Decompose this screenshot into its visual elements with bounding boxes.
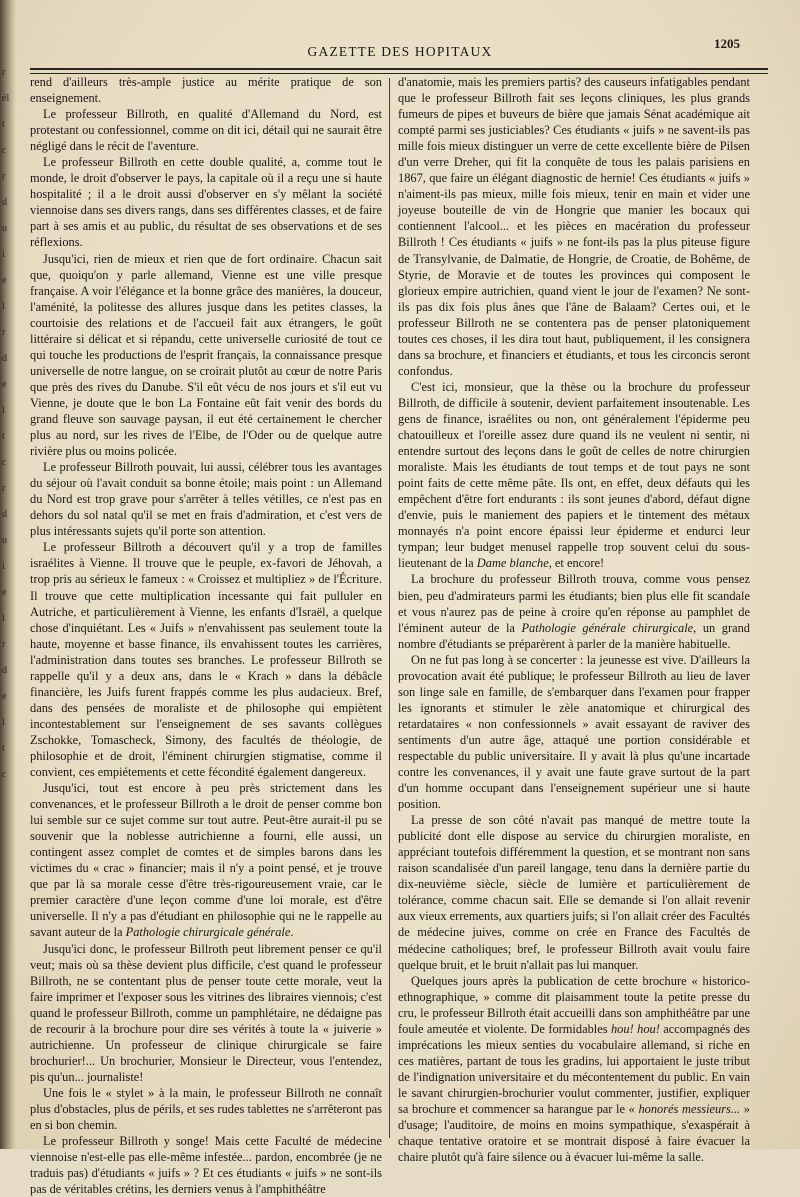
- binding-edge-letters: r él t c r d u i e l r d e l t c r d u i e l r d e l t c: [2, 67, 10, 780]
- paragraph: La brochure du professeur Billroth trouva, comme vous pensez bien, peu d'admirateurs parmi les étudiants; bien plus elle fit scandale et vous n'aurez pas de peine à croire qu'en réponse au pamphlet de l'éminent auteur de la Pathologie générale chirurgicale, un grand nombre d'étudiants se préparèrent à parler de la manière habituelle.: [398, 572, 751, 651]
- paragraph: La presse de son côté n'avait pas manqué de mettre toute la publicité dont elle dispose au service du chirurgien moraliste, en appréciant toutefois différemment la question, et se montrant non sans raison scandalisée d'un pareil langage, tenu dans la dernière partie du dix-neuvième siècle, siècle de lumière et particulièrement de tolérance, comme chacun sait. Elle se demande si l'on allait revenir aux vieux errements, aux quartiers juifs; si l'on allait créer des Facultés de médecine juives, comme on crée en France des Facultés de médecine catholiques; bref, le professeur Billroth avait voulu faire quelque bruit, et le bruit n'allait pas lui manquer.: [398, 813, 750, 972]
- page-binding-edge: [0, 0, 16, 1149]
- paragraph: d'anatomie, mais les premiers partis? des causeurs infatigables pendant que le professeur Billroth fait ses leçons cliniques, les plus grands fumeurs de pipes et buveurs de bière que jamais Sénat académique ait compté parmi ses justiciables? Ces étudiants « juifs » ne savent-ils pas mille fois mieux distinguer un verre de cette excellente bière de Pilsen d'un verre Dreher, qui fit la conquête de tous les palais parisiens en 1867, que faire un élégant diagnostic de hernie! Ces étudiants « juifs » n'aiment-ils pas mieux, mille fois mieux, tenir en main et vider une joyeuse bouteille de vin de Hongrie que manier les bocaux qui contiennent l'alcool... et les pièces en macération du professeur Billroth ! Ces étudiants « juifs » ne font-ils pas la plus piteuse figure de Transylvanie, de Dalmatie, de Hongrie, de Croatie, de Bohême, de Styrie, de Moravie et de toutes les provinces qui composent le glorieux empire autrichien, quand vient le jour de l'examen? Ne sont-ils pas dix fois plus ânes que l'âne de Balaam? Certes oui, et le professeur Billroth ne se contentera pas de penser platoniquement toutes ces choses, il les dira tout haut, publiquement, il les consignera dans sa brochure, et financiers et étudiants, et tous les circoncis seront confondus.: [398, 75, 750, 378]
- column-divider: [389, 78, 390, 1138]
- left-column: [30, 74, 382, 1197]
- running-header: [30, 36, 770, 66]
- newspaper-title: GAZETTE DES HOPITAUX: [307, 44, 493, 59]
- right-column: [398, 74, 751, 1165]
- header-rule: [30, 68, 768, 70]
- paragraph: Le professeur Billroth en cette double qualité, a, comme tout le monde, le droit d'observer le pays, la capitale où il a reçu une si haute hospitalité ; il a le droit aussi d'observer en s'y mêlant la société viennoise dans ses divers rangs, dans ses différentes classes, et de faire part à ses amis et au public, du résultat de ses observations et de ses réflexions.: [30, 155, 382, 250]
- paragraph: Le professeur Billroth, en qualité d'Allemand du Nord, est protestant ou confessionnel, comme on dit ici, détail qui ne saurait être négligé dans le récit de l'aventure.: [30, 107, 382, 154]
- paragraph: Le professeur Billroth pouvait, lui aussi, célébrer tous les avantages du séjour où l'avait conduit sa bonne étoile; mais point : un Allemand du Nord est trop grave pour s'arrêter à telles vétilles, ce n'est pas en dehors du sol natal qu'il se met en frais d'admiration, et c'est vers de plus intéressants sujets qu'il porte son attention.: [30, 460, 382, 539]
- paragraph: Jusqu'ici donc, le professeur Billroth peut librement penser ce qu'il veut; mais où sa thèse devient plus difficile, c'est quand le professeur Billroth, ne se contentant plus de penser toute cette morale, veut la faire imprimer et l'exposer sous les vitrines des libraires viennois; c'est quand le professeur Billroth, comme un pamphlétaire, ne dédaigne pas de recourir à la brochure pour dire ses vérités à toute la « juiverie » autrichienne. Un professeur de clinique chirurgicale se faire brochurier!... Un brochurier, Monsieur le Directeur, vous l'entendez, pis qu'un... journaliste!: [30, 941, 382, 1084]
- paragraph: Le professeur Billroth y songe! Mais cette Faculté de médecine viennoise n'est-elle pas elle-même infestée... pardon, encombrée (je ne traduis pas) d'étudiants « juifs » ? Et ces étudiants « juifs » ne sont-ils pas de véritables crétins, les derniers venus à l'amphithéâtre: [30, 1134, 382, 1197]
- paragraph: rend d'ailleurs très-ample justice au mérite pratique de son enseignement.: [30, 75, 382, 106]
- page-number: 1205: [714, 36, 740, 51]
- paragraph: Jusqu'ici, tout est encore à peu près strictement dans les convenances, et le professeur Billroth a le droit de penser comme bon lui semble sur ce sujet comme sur tout autre. Peut-être aurait-il pu se souvenir que la noblesse autrichienne a fourni, elle aussi, un contingent assez complet de comtes et de simples barons dans les victimes du « crac » financier; mais il n'y a point pensé, et je trouve que par là sa morale cesse d'être très-rigoureusement vraie, car le premier caractère d'une leçon comme d'une loi morale, est d'être universelle. Il n'y a pas d'étudiant en philosophie qui ne le rappelle au savant auteur de la Pathologie chirurgicale générale.: [30, 781, 382, 940]
- paragraph: Jusqu'ici, rien de mieux et rien que de fort ordinaire. Chacun sait que, quoiqu'on y parle allemand, Vienne est une ville presque française. A voir l'élégance et la bonne grâce des manières, la douceur, l'aménité, la politesse des allures jusque dans les petites classes, la courtoisie des relations et de l'accueil fait aux étrangers, le goût littéraire si délicat et si répandu, cette universelle curiosité de tout ce qui touche les productions de l'esprit français, la connaissance presque universelle de notre langue, on se croirait plutôt au cœur de notre Paris que près des rives du Danube. S'il eût vécu de nos jours et s'il eut vu Vienne, je doute que le bon La Fontaine eût fait venir des bords du grand fleuve son sauvage paysan, il eut été certainement le chercher plus au nord, sur les rives de l'Elbe, de l'Oder ou de quelque autre rivière plus ou moins policée.: [30, 251, 382, 459]
- paragraph: Le professeur Billroth a découvert qu'il y a trop de familles israélites à Vienne. Il trouve que le peuple, ex-favori de Jéhovah, a trop pris au sérieux le fameux : « Croissez et multipliez » de l'Écriture. Il trouve que cette multiplication incessante qui fait pulluler en Autriche, et particulièrement à Vienne, les enfants d'Israël, a quelque chose d'inquiétant. Les « Juifs » n'envahissent pas seulement toute la haute, moyenne et basse finance, ils envahissent toutes les carrières, l'administration dans toutes ses branches. Le professeur Billroth se rappelle qu'il y a deux ans, dans le « Krach » dans la débâcle financière, les Juifs furent frappés comme les plus audacieux. Bref, dans des pensées de moraliste et de philosophe qui empiètent incontestablement sur l'enseignement de ses savants collègues Zschokke, Tomascheck, Simony, des facultés de théologie, de philosophie et de droit, l'éminent chirurgien stigmatise, comme il convient, ces empiétements et cette fécondité également dangereux.: [30, 540, 382, 780]
- paragraph: Une fois le « stylet » à la main, le professeur Billroth ne connaît plus d'obstacles, plus de périls, et ses rudes tablettes ne s'arrêteront pas en si bon chemin.: [30, 1085, 382, 1133]
- paragraph: C'est ici, monsieur, que la thèse ou la brochure du professeur Billroth, de difficile à soutenir, devient parfaitement insoutenable. Les gens de finance, israélites ou non, ont généralement l'épiderme peu chatouilleux et l'oreille assez dure quand ils ne veulent ni sentir, ni entendre surtout des leçons dans le goût de celles de notre chirurgien moraliste. Mais les étudiants de tout temps et de tout pays ne sont point faits de cette même pâte. Ils ont, en effet, deux défauts qui les empêchent d'être fort endurants : ils sont jeunes d'abord, défaut digne d'envie, puis le maniement des papiers et le tintement des métaux monnayés n'a point encore épaissi leur épiderme et endurci leur tympan; leur budget menusel rappelle trop souvent celui du sous-lieutenant de la Dame blanche, et encore!: [398, 379, 750, 571]
- paragraph: Quelques jours après la publication de cette brochure « historico-ethnographique, » comme dit plaisamment toute la petite presse du cru, le professeur Billroth était accueilli dans son amphithéâtre par une foule ameutée et violente. De formidables hou! hou! accompagnés des imprécations les mieux senties du vocabulaire allemand, si riche en ces matières, partant de tous les gradins, lui apportaient le juste tribut de l'indignation universitaire et du mécontentement du public. En vain le savant chirurgien-brochurier voulut commenter, justifier, expliquer sa brochure et commencer sa harangue par le « honorés messieurs... » d'usage; l'auditoire, de moins en moins sympathique, s'exaspérait à chaque tentative oratoire et se montrait disposé à faire évacuer la chaire plutôt qu'à faire silence ou à évacuer lui-même la salle.: [398, 973, 751, 1165]
- paragraph: On ne fut pas long à se concerter : la jeunesse est vive. D'ailleurs la provocation avait été publique; le professeur Billroth au lieu de laver son linge sale en famille, de s'embarquer dans l'examen pour frapper les ignorants et stimuler le zèle anatomique et chirurgical des retardataires « non confessionnels » avait essayant de raviver des sentiments d'un autre âge, attaqué une portion considérable et respectable du public universitaire. Il y avait là plus qu'une incartade contre les convenances, il y avait une faute grave surtout de la part d'un homme occupant dans l'enseignement supérieur une si haute position.: [398, 652, 750, 812]
